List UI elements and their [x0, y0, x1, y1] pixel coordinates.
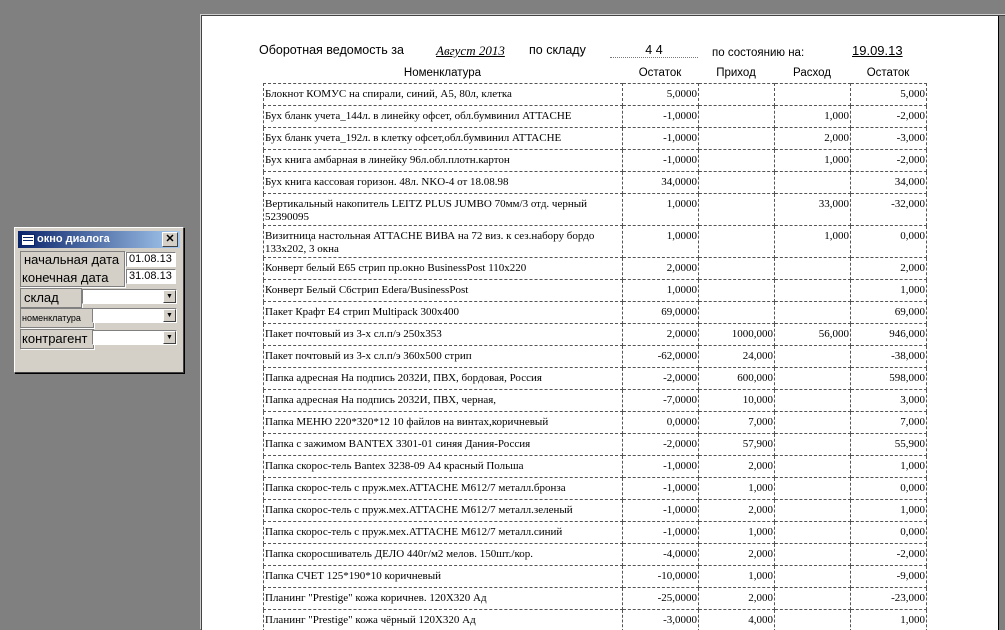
- row-name: Папка адресная На подпись 2032И, ПВХ, бордовая, Россия: [264, 368, 623, 390]
- row-income: 1000,000: [699, 324, 775, 346]
- row-name: Бух бланк учета_144л. в линейку офсет, обл.бумвинил ATTACHE: [264, 106, 623, 128]
- row-income: [699, 106, 775, 128]
- row-expense: [775, 610, 851, 630]
- row-opening: -3,0000: [623, 610, 699, 630]
- row-opening: 2,0000: [623, 258, 699, 280]
- row-expense: [775, 84, 851, 106]
- row-closing: 7,000: [851, 412, 927, 434]
- row-closing: 1,000: [851, 280, 927, 302]
- row-income: 2,000: [699, 500, 775, 522]
- row-name: Конверт белый E65 стрип пр.окно BusinessPost 110x220: [264, 258, 623, 280]
- dialog-window: [14, 227, 184, 373]
- row-opening: -62,0000: [623, 346, 699, 368]
- row-name: Папка адресная На подпись 2032И, ПВХ, черная,: [264, 390, 623, 412]
- row-opening: 1,0000: [623, 280, 699, 302]
- row-name: Бух книга амбарная в линейку 96л.обл.плотн.картон: [264, 150, 623, 172]
- table-row: [264, 544, 927, 566]
- row-closing: -2,000: [851, 150, 927, 172]
- warehouse-combo[interactable]: [82, 289, 177, 304]
- row-income: 1,000: [699, 522, 775, 544]
- row-expense: [775, 500, 851, 522]
- row-expense: [775, 172, 851, 194]
- row-name: Конверт Белый C6стрип Edera/BusinessPost: [264, 280, 623, 302]
- table-row: [264, 302, 927, 324]
- row-opening: 2,0000: [623, 324, 699, 346]
- row-opening: -1,0000: [623, 478, 699, 500]
- table-row: [264, 106, 927, 128]
- row-expense: [775, 368, 851, 390]
- contractor-combo-label: контрагент: [22, 331, 87, 346]
- row-closing: 0,000: [851, 522, 927, 544]
- row-expense: 1,000: [775, 226, 851, 258]
- table-row: [264, 346, 927, 368]
- table-row: [264, 566, 927, 588]
- row-opening: -2,0000: [623, 368, 699, 390]
- row-name: Папка скорос-тель Bantex 3238-09 А4 красный Польша: [264, 456, 623, 478]
- row-name: Пакет почтовый из 3-х сл.п/э 360x500 стрип: [264, 346, 623, 368]
- row-name: Вертикальный накопитель LEITZ PLUS JUMBO 70мм/3 отд. черный 52390095: [264, 194, 623, 226]
- row-opening: -2,0000: [623, 434, 699, 456]
- column-header-closing: Остаток: [850, 67, 926, 79]
- close-icon[interactable]: ✕: [162, 232, 178, 247]
- row-closing: 69,000: [851, 302, 927, 324]
- state-label: по состоянию на:: [712, 47, 804, 59]
- table-row: [264, 456, 927, 478]
- row-expense: [775, 478, 851, 500]
- warehouse-combo-label: склад: [24, 290, 59, 305]
- row-income: 1,000: [699, 478, 775, 500]
- warehouse-value: 4 4: [610, 43, 698, 58]
- row-income: 2,000: [699, 588, 775, 610]
- row-opening: 34,0000: [623, 172, 699, 194]
- row-expense: [775, 280, 851, 302]
- table-row: [264, 478, 927, 500]
- row-closing: 598,000: [851, 368, 927, 390]
- state-date: 19.09.13: [852, 43, 903, 58]
- row-closing: 55,900: [851, 434, 927, 456]
- row-closing: 0,000: [851, 478, 927, 500]
- table-row: [264, 324, 927, 346]
- row-income: [699, 150, 775, 172]
- row-opening: -25,0000: [623, 588, 699, 610]
- row-opening: -4,0000: [623, 544, 699, 566]
- row-expense: [775, 522, 851, 544]
- row-expense: [775, 566, 851, 588]
- table-row: [264, 588, 927, 610]
- row-name: Визитница настольная ATTACHE ВИВА на 72 виз. к сез.набору бордо 133x202, 3 окна: [264, 226, 623, 258]
- row-name: Блокнот КОМУС на спирали, синий, А5, 80л, клетка: [264, 84, 623, 106]
- report-month: Август 2013: [436, 43, 505, 59]
- table-row: [264, 84, 927, 106]
- row-expense: [775, 390, 851, 412]
- row-expense: 2,000: [775, 128, 851, 150]
- row-name: Папка с зажимом BANTEX 3301-01 синяя Дания-Россия: [264, 434, 623, 456]
- row-name: Бух книга кассовая горизон. 48л. NKO-4 от 18.08.98: [264, 172, 623, 194]
- row-income: [699, 258, 775, 280]
- row-opening: -1,0000: [623, 128, 699, 150]
- row-income: 4,000: [699, 610, 775, 630]
- row-expense: 1,000: [775, 106, 851, 128]
- row-income: [699, 302, 775, 324]
- table-row: [264, 610, 927, 630]
- column-header-opening: Остаток: [622, 67, 698, 79]
- row-closing: -23,000: [851, 588, 927, 610]
- nomenclature-combo-label: номенклатура: [22, 313, 81, 323]
- contractor-combo[interactable]: [92, 330, 177, 345]
- row-expense: [775, 434, 851, 456]
- table-row: [264, 522, 927, 544]
- row-income: [699, 84, 775, 106]
- chevron-down-icon[interactable]: ▼: [163, 331, 176, 344]
- chevron-down-icon[interactable]: ▼: [163, 290, 176, 303]
- row-name: Пакет почтовый из 3-х сл.п/э 250x353: [264, 324, 623, 346]
- row-expense: [775, 258, 851, 280]
- dialog-title: окно диалога: [37, 231, 110, 248]
- row-expense: [775, 412, 851, 434]
- table-row: [264, 172, 927, 194]
- column-header-nomenclature: Номенклатура: [263, 67, 622, 79]
- row-expense: 33,000: [775, 194, 851, 226]
- row-closing: 1,000: [851, 500, 927, 522]
- start-date-field[interactable]: 01.08.13: [126, 252, 176, 267]
- form-icon: [21, 234, 35, 246]
- row-closing: -38,000: [851, 346, 927, 368]
- row-closing: -2,000: [851, 106, 927, 128]
- row-opening: -7,0000: [623, 390, 699, 412]
- row-name: Планинг "Prestige" кожа чёрный 120X320 Ад: [264, 610, 623, 630]
- row-income: 600,000: [699, 368, 775, 390]
- end-date-field[interactable]: 31.08.13: [126, 269, 176, 284]
- row-closing: 3,000: [851, 390, 927, 412]
- row-name: Папка скоросшиватель ДЕЛО 440г/м2 мелов. 150шт./кор.: [264, 544, 623, 566]
- row-opening: -1,0000: [623, 522, 699, 544]
- table-row: [264, 226, 927, 258]
- report-title: Оборотная ведомость за: [259, 43, 404, 57]
- table-row: [264, 258, 927, 280]
- row-income: [699, 226, 775, 258]
- row-income: [699, 280, 775, 302]
- table-row: [264, 128, 927, 150]
- row-opening: -1,0000: [623, 500, 699, 522]
- row-name: Бух бланк учета_192л. в клетку офсет,обл.бумвинил ATTACHE: [264, 128, 623, 150]
- row-name: Планинг "Prestige" кожа коричнев. 120X320 Ад: [264, 588, 623, 610]
- table-row: [264, 150, 927, 172]
- column-header-expense: Расход: [774, 67, 850, 79]
- row-expense: [775, 588, 851, 610]
- row-income: [699, 128, 775, 150]
- row-opening: 5,0000: [623, 84, 699, 106]
- row-name: Папка скорос-тель с пруж.мех.ATTACHE M612/7 металл.бронза: [264, 478, 623, 500]
- table-row: [264, 412, 927, 434]
- row-name: Пакет Крафт E4 стрип Multipack 300x400: [264, 302, 623, 324]
- row-closing: -3,000: [851, 128, 927, 150]
- row-closing: -9,000: [851, 566, 927, 588]
- row-closing: 5,000: [851, 84, 927, 106]
- table-row: [264, 368, 927, 390]
- row-closing: 946,000: [851, 324, 927, 346]
- row-opening: -10,0000: [623, 566, 699, 588]
- row-income: [699, 172, 775, 194]
- start-date-label: начальная дата: [24, 252, 119, 267]
- table-row: [264, 194, 927, 226]
- page-edge: [998, 16, 1005, 630]
- row-income: 1,000: [699, 566, 775, 588]
- row-income: 57,900: [699, 434, 775, 456]
- row-opening: 1,0000: [623, 226, 699, 258]
- row-opening: -1,0000: [623, 456, 699, 478]
- end-date-label: конечная дата: [22, 270, 108, 285]
- row-expense: [775, 456, 851, 478]
- row-expense: [775, 544, 851, 566]
- report-page: [201, 15, 1005, 630]
- row-income: [699, 194, 775, 226]
- row-closing: 2,000: [851, 258, 927, 280]
- table-row: [264, 434, 927, 456]
- row-opening: 69,0000: [623, 302, 699, 324]
- nomenclature-combo[interactable]: [92, 308, 177, 323]
- row-closing: 1,000: [851, 610, 927, 630]
- row-name: Папка СЧЕТ 125*190*10 коричневый: [264, 566, 623, 588]
- dialog-titlebar[interactable]: [18, 231, 180, 248]
- chevron-down-icon[interactable]: ▼: [163, 309, 176, 322]
- row-expense: 56,000: [775, 324, 851, 346]
- row-expense: [775, 346, 851, 368]
- row-opening: 0,0000: [623, 412, 699, 434]
- row-closing: 34,000: [851, 172, 927, 194]
- row-closing: 1,000: [851, 456, 927, 478]
- row-income: 24,000: [699, 346, 775, 368]
- row-closing: 0,000: [851, 226, 927, 258]
- row-income: 2,000: [699, 456, 775, 478]
- row-opening: -1,0000: [623, 106, 699, 128]
- row-name: Папка скорос-тель с пруж.мех.ATTACHE M612/7 металл.зеленый: [264, 500, 623, 522]
- table-row: [264, 500, 927, 522]
- row-closing: -2,000: [851, 544, 927, 566]
- row-expense: 1,000: [775, 150, 851, 172]
- row-income: 7,000: [699, 412, 775, 434]
- row-name: Папка МЕНЮ 220*320*12 10 файлов на винтах,коричневый: [264, 412, 623, 434]
- table-row: [264, 390, 927, 412]
- warehouse-label: по складу: [529, 43, 586, 57]
- row-closing: -32,000: [851, 194, 927, 226]
- turnover-table: [263, 83, 927, 630]
- row-income: 2,000: [699, 544, 775, 566]
- row-opening: -1,0000: [623, 150, 699, 172]
- row-expense: [775, 302, 851, 324]
- column-header-income: Приход: [698, 67, 774, 79]
- table-row: [264, 280, 927, 302]
- row-opening: 1,0000: [623, 194, 699, 226]
- row-income: 10,000: [699, 390, 775, 412]
- row-name: Папка скорос-тель с пруж.мех.ATTACHE M612/7 металл.синий: [264, 522, 623, 544]
